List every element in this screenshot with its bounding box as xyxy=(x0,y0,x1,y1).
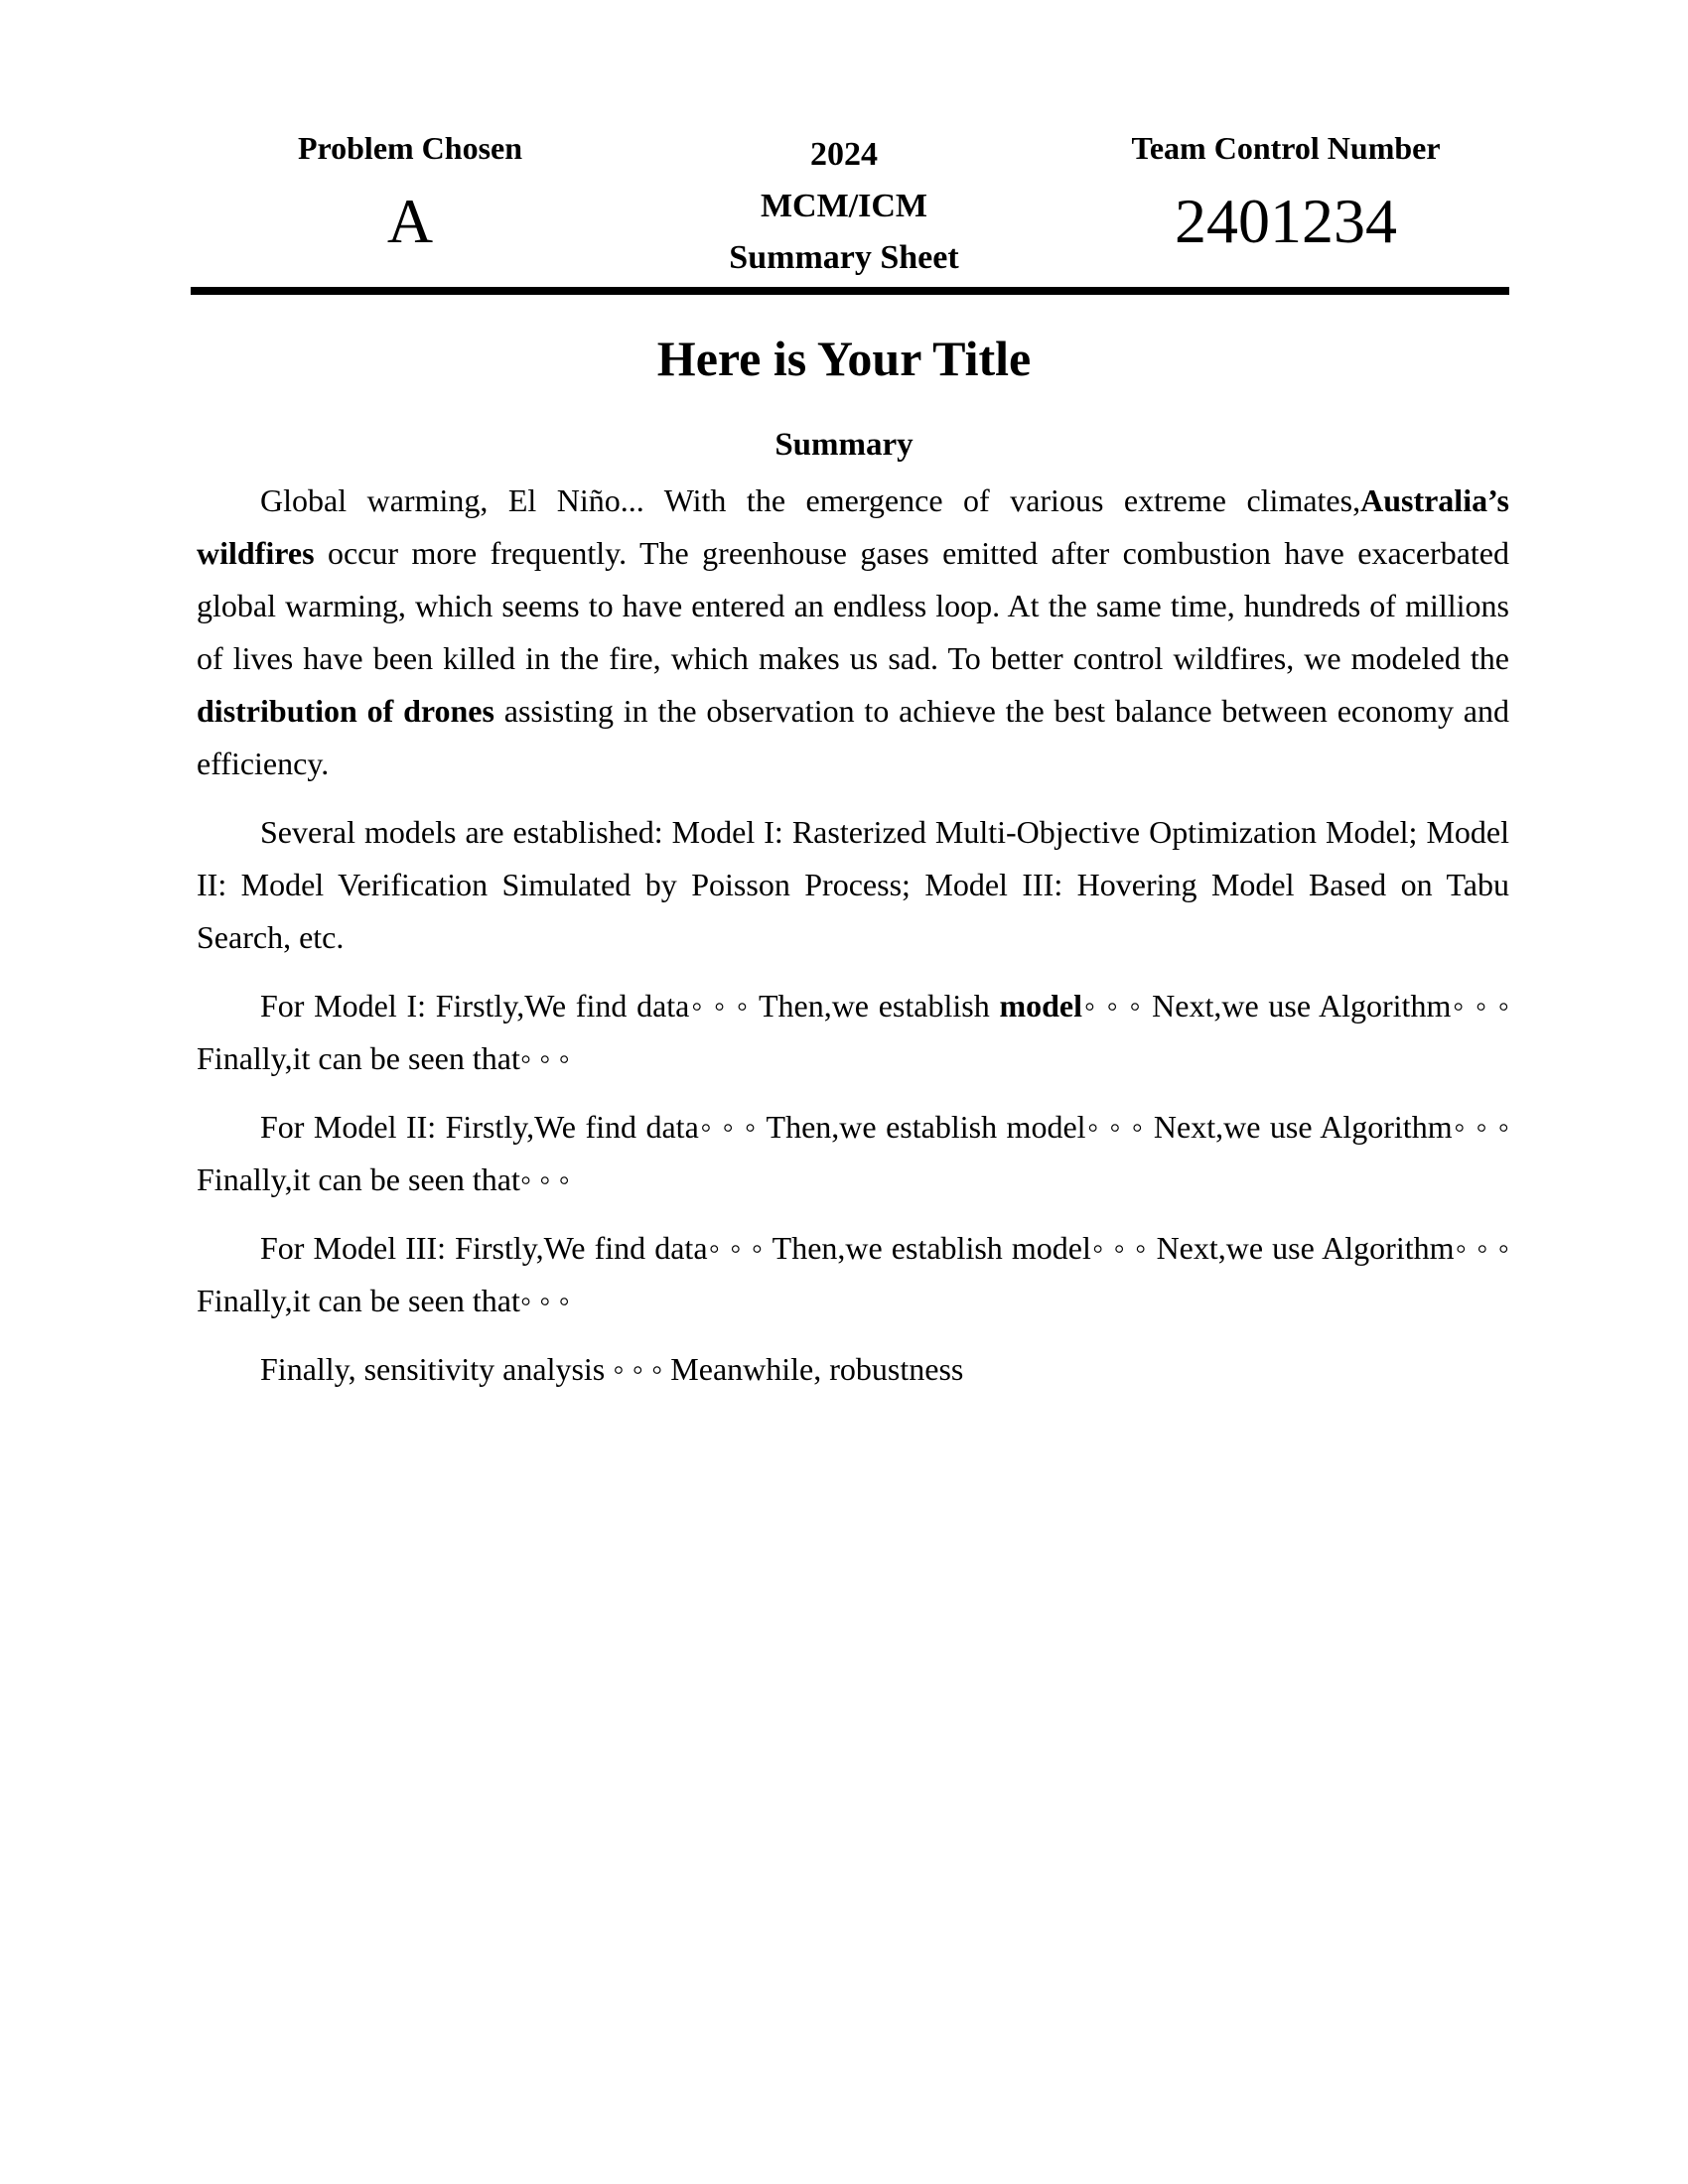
summary-heading: Summary xyxy=(774,427,914,463)
sheet-type: Summary Sheet xyxy=(729,239,959,276)
paragraph-model-2: For Model II: Firstly,We find data◦ ◦ ◦ Then,we establish model◦ ◦ ◦ Next,we use Algorithm◦ ◦ ◦ Finally,it can be seen that◦ ◦ ◦ xyxy=(197,1109,1509,1197)
paragraph-model-3: For Model III: Firstly,We find data◦ ◦ ◦ Then,we establish model◦ ◦ ◦ Next,we use Algorithm◦ ◦ ◦ Finally,it can be seen that◦ ◦ ◦ xyxy=(197,1230,1509,1318)
contest-info-block xyxy=(624,129,1064,284)
paragraph-models-overview: Several models are established: Model I: Rasterized Multi-Objective Optimization Model; Model II: Model Verification Simulated by Poisson Process; Model III: Hovering Model Based on Tabu Search, etc. xyxy=(197,814,1509,955)
paragraph-sensitivity: Finally, sensitivity analysis ◦ ◦ ◦ Meanwhile, robustness xyxy=(260,1351,964,1387)
contest-name: MCM/ICM xyxy=(760,188,928,224)
problem-chosen-label: Problem Chosen xyxy=(297,130,523,166)
contest-year: 2024 xyxy=(810,136,878,173)
problem-letter: A xyxy=(386,186,434,256)
paragraph-intro: Global warming, El Niño... With the emergence of various extreme climates,Australia’s wildfires occur more frequently. The greenhouse gases emitted after combustion have exacerbated global warming, which seems to have entered an endless loop. At the same time, hundreds of millions of lives have been killed in the fire, which makes us sad. To better control wildfires, we modeled the distribution of drones assisting in the observation to achieve the best balance between economy and efficiency. xyxy=(197,482,1510,781)
team-control-label: Team Control Number xyxy=(1131,130,1441,166)
summary-body xyxy=(197,475,1509,1412)
page-title: Here is Your Title xyxy=(656,331,1032,386)
paragraph-model-1: For Model I: Firstly,We find data◦ ◦ ◦ Then,we establish model◦ ◦ ◦ Next,we use Algorithm◦ ◦ ◦ Finally,it can be seen that◦ ◦ ◦ xyxy=(197,988,1510,1076)
header-divider-rule xyxy=(191,287,1509,295)
team-control-number: 2401234 xyxy=(1175,186,1397,256)
